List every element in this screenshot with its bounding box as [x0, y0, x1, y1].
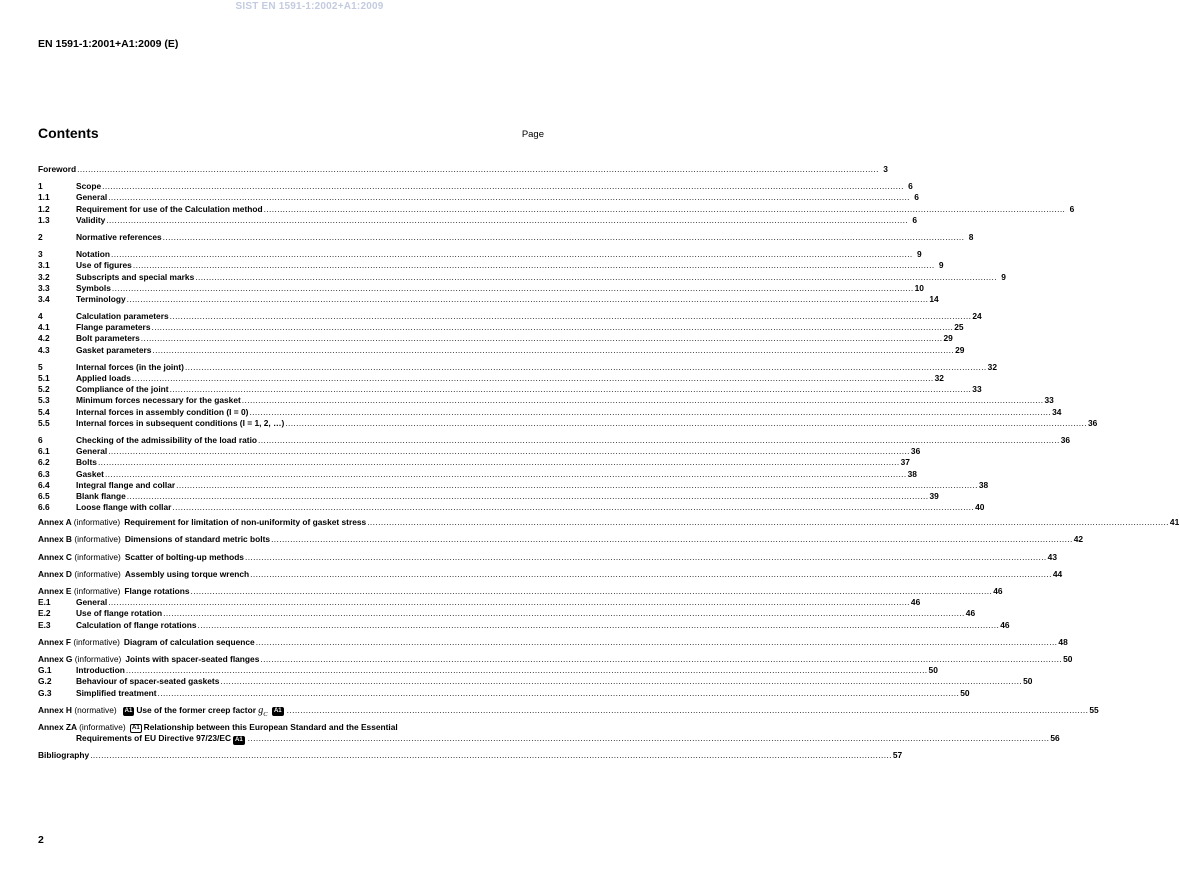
toc-entry[interactable] — [38, 502, 985, 513]
toc-entry-title: Bolts — [76, 457, 97, 468]
toc-entry[interactable] — [38, 490, 939, 502]
toc-entry-g2[interactable]: G.2 Behaviour of spacer-seated gaskets ..... 50 — [38, 676, 545, 687]
toc-entry-g3[interactable]: G.3 Simplified treatment ..... 50 — [38, 688, 545, 699]
toc-entry[interactable] — [38, 417, 1098, 429]
toc-entry-title: Internal forces (in the joint) — [76, 361, 184, 372]
toc-entry[interactable] — [38, 395, 1054, 406]
toc-entry-page: 6 — [914, 192, 919, 203]
toc-entry-page: 9 — [1001, 271, 1006, 282]
toc-entry[interactable] — [38, 282, 924, 294]
toc-entry-number: 6.5 — [38, 490, 50, 501]
page-column-label: Page — [521, 129, 544, 140]
toc-entry-number: 6.1 — [38, 446, 50, 457]
dot-leader — [258, 435, 1060, 446]
toc-entry-title: Bolt parameters — [76, 333, 140, 344]
toc-entry[interactable] — [38, 214, 918, 226]
toc-main-sections — [38, 164, 1098, 513]
toc-entry-title: Calculation parameters — [76, 311, 169, 322]
toc-entry-e2[interactable]: E.2 Use of flange rotation ..... 46 — [38, 608, 545, 619]
dot-leader — [170, 384, 972, 395]
dot-leader — [111, 249, 913, 260]
dot-leader — [102, 181, 904, 192]
dot-leader — [108, 192, 910, 203]
toc-entry-number: 3.4 — [38, 293, 50, 304]
toc-entry-number: 3.3 — [38, 282, 50, 293]
toc-entry[interactable] — [38, 479, 989, 491]
toc-entry-number: 1.1 — [38, 192, 50, 203]
toc-entry-page: 40 — [975, 502, 985, 513]
toc-entry-number: 6.3 — [38, 468, 50, 479]
toc-annex-h[interactable]: Annex H (normative) A1 Use of the former creep factor $g_C$ A1 ..... 55 — [38, 705, 545, 716]
toc-entry-number: 6.4 — [38, 479, 50, 490]
toc-entry[interactable] — [38, 373, 944, 384]
toc-entry-page: 39 — [929, 490, 939, 501]
toc-entry-page: 6 — [908, 181, 913, 192]
toc-entry-page: 38 — [978, 479, 989, 490]
toc-entry[interactable] — [38, 468, 917, 480]
toc-entry-number: 2 — [38, 231, 43, 242]
toc-entry-title: Terminology — [76, 293, 126, 304]
toc-entry[interactable] — [38, 231, 974, 243]
toc-entry-number: 5.3 — [38, 395, 50, 406]
toc-entry[interactable] — [38, 406, 1062, 418]
toc-entry[interactable] — [38, 203, 1075, 215]
toc-annex-za[interactable]: Annex ZA (informative) A1 Relationship between this European Standard and the Essential Requirements of EU Directive 97/23/EC A1 ..... 56 — [38, 722, 545, 744]
toc-entry[interactable] — [38, 333, 953, 344]
toc-entry-page: 36 — [1060, 434, 1071, 445]
amendment-end-marker: A1 — [273, 707, 282, 714]
toc-entry-title: Gasket parameters — [76, 344, 152, 355]
dot-leader — [195, 272, 997, 283]
creep-factor-symbol: $g_C$ — [258, 704, 268, 718]
toc-entry-title: Foreword — [38, 164, 77, 174]
toc-entry-page: 3 — [883, 164, 888, 174]
dot-leader — [105, 469, 907, 480]
toc-entry-page: 8 — [968, 231, 974, 242]
toc-entry-title: Integral flange and collar — [76, 479, 176, 490]
toc-entry-title: Symbols — [76, 282, 111, 293]
dot-leader — [176, 480, 978, 491]
toc-entry-title: Internal forces in subsequent conditions (I = 1, 2, …) — [76, 417, 285, 428]
toc-entry-number: 4.3 — [38, 344, 50, 355]
toc-annex-d[interactable]: Annex D (informative) Assembly using torque wrench ..... 44 — [38, 569, 545, 580]
toc-entry[interactable] — [38, 260, 944, 271]
toc-entry-title: Compliance of the joint — [76, 384, 169, 395]
toc-entry-number: 6.2 — [38, 457, 50, 468]
toc-entry-number: 1.3 — [38, 214, 50, 225]
toc-annex-b[interactable]: Annex B (informative) Dimensions of standard metric bolts ..... 42 — [38, 534, 545, 545]
toc-annex-f[interactable]: Annex F (informative) Diagram of calculation sequence ..... 48 — [38, 637, 545, 648]
toc-entry[interactable] — [38, 446, 921, 457]
toc-entry-title: Flange parameters — [76, 322, 151, 333]
toc-entry-title: General — [76, 192, 108, 203]
toc-entry-title: Subscripts and special marks — [76, 271, 195, 282]
toc-entry-title: Applied loads — [76, 373, 131, 383]
toc-entry-title: Scope — [76, 181, 102, 192]
toc-entry-number: 4.2 — [38, 333, 50, 344]
toc-entry-number: 6.6 — [38, 502, 50, 513]
toc-entry[interactable] — [38, 344, 965, 356]
toc-entry-number: 5.5 — [38, 417, 50, 428]
toc-entry-page: 33 — [1044, 395, 1054, 406]
dot-leader — [132, 373, 934, 384]
toc-annex-e[interactable]: Annex E (informative) Flange rotations ..... 46 — [38, 586, 545, 597]
toc-entry-title: Checking of the admissibility of the load ratio — [76, 434, 258, 445]
dot-leader — [112, 283, 914, 294]
toc-entry-number: 3 — [38, 249, 43, 260]
toc-entry-title: Loose flange with collar — [76, 502, 172, 513]
toc-entry[interactable] — [38, 434, 1071, 446]
toc-entry[interactable] — [38, 457, 910, 468]
toc-entry[interactable] — [38, 361, 997, 373]
dot-leader — [185, 362, 987, 373]
toc-entry-page: 33 — [972, 384, 982, 395]
watermark: SIST EN 1591-1:2002+A1:2009 — [235, 1, 384, 12]
toc-annex-c[interactable]: Annex C (informative) Scatter of bolting-up methods ..... 43 — [38, 552, 545, 563]
toc-entry[interactable] — [38, 384, 982, 395]
toc-entry-page: 25 — [954, 322, 964, 333]
toc-entry-number: 5 — [38, 361, 43, 372]
toc-entry-number: 3.1 — [38, 260, 50, 271]
toc-entry-title: Use of figures — [76, 260, 132, 271]
document-header: EN 1591-1:2001+A1:2009 (E) — [38, 38, 179, 50]
toc-entry-number: 5.4 — [38, 406, 50, 417]
dot-leader — [106, 215, 908, 226]
toc-entry-number: 5.1 — [38, 373, 50, 383]
dot-leader — [77, 164, 879, 175]
toc-annex-g[interactable]: Annex G (informative) Joints with spacer-seated flanges ..... 50 — [38, 654, 545, 665]
toc-entry-title: Gasket — [76, 468, 104, 479]
dot-leader — [170, 311, 972, 322]
toc-entry[interactable] — [38, 249, 922, 260]
dot-leader — [127, 294, 929, 305]
toc-entry-title: Requirement for use of the Calculation method — [76, 203, 263, 214]
dot-leader — [141, 333, 943, 344]
toc-entry-page: 34 — [1052, 406, 1062, 417]
toc-entry-page: 14 — [929, 293, 939, 304]
toc-entry-page: 24 — [972, 311, 982, 322]
toc-entry[interactable] — [38, 181, 913, 192]
toc-entry-title: Normative references — [76, 231, 162, 242]
toc-entry[interactable] — [38, 164, 888, 175]
toc-entry[interactable] — [38, 311, 982, 322]
toc-entry-e1[interactable]: E.1 General ..... 46 — [38, 597, 545, 608]
toc-entry-page: 9 — [917, 249, 922, 260]
dot-leader — [264, 204, 1066, 215]
amendment-start-marker: A1 — [131, 724, 140, 731]
amendment-end-marker: A1 — [235, 737, 243, 744]
dot-leader — [127, 491, 929, 502]
toc-entry-number: 1 — [38, 181, 43, 192]
dot-leader — [285, 418, 1087, 429]
dot-leader — [163, 232, 965, 243]
toc-entry-page: 9 — [938, 260, 944, 271]
toc-entry-page: 36 — [1087, 417, 1098, 428]
toc-entry[interactable] — [38, 192, 919, 203]
toc-entry-title: Notation — [76, 249, 110, 260]
toc-entry-title: Validity — [76, 214, 106, 225]
toc-entry[interactable] — [38, 322, 964, 333]
toc-entry-page: 32 — [934, 373, 944, 383]
amendment-start-marker: A1 — [124, 707, 133, 714]
toc-entry-page: 38 — [907, 468, 917, 479]
dot-leader — [151, 322, 953, 333]
toc-bibliography[interactable]: Bibliography ..... 57 — [38, 750, 545, 761]
toc-entry-g1[interactable]: G.1 Introduction ..... 50 — [38, 665, 545, 676]
toc-entry-page: 6 — [1069, 203, 1075, 214]
toc-annex-a[interactable]: Annex A (informative) Requirement for limitation of non-uniformity of gasket stress ..... 41 — [38, 517, 545, 528]
toc-entry-title: Blank flange — [76, 490, 126, 501]
toc-entry-number: 3.2 — [38, 271, 50, 282]
table-of-contents — [38, 164, 1179, 761]
dot-leader — [249, 407, 1051, 418]
toc-entry-page: 6 — [912, 214, 918, 225]
toc-entry-number: 4 — [38, 311, 43, 322]
dot-leader — [152, 345, 954, 356]
toc-entry-page: 29 — [943, 333, 953, 344]
dot-leader — [98, 457, 900, 468]
toc-entry-number: 1.2 — [38, 203, 50, 214]
toc-entry[interactable] — [38, 293, 939, 305]
toc-entry-number: 5.2 — [38, 384, 50, 395]
toc-entry-page: 37 — [900, 457, 910, 468]
dot-leader — [108, 446, 910, 457]
toc-entry-page: 29 — [955, 344, 965, 355]
page-number: 2 — [38, 834, 44, 846]
toc-entry-e3[interactable]: E.3 Calculation of flange rotations ..... 46 — [38, 620, 545, 631]
toc-entry-title: General — [76, 446, 108, 457]
dot-leader — [133, 260, 935, 271]
toc-entry-page: 10 — [914, 282, 924, 293]
toc-entry-page: 36 — [910, 446, 921, 457]
dot-leader — [242, 395, 1044, 406]
dot-leader — [172, 502, 974, 513]
toc-entry-title: Minimum forces necessary for the gasket — [76, 395, 241, 406]
contents-title: Contents — [38, 125, 99, 141]
toc-entry-title: Internal forces in assembly condition (I = 0) — [76, 406, 249, 417]
toc-entry[interactable] — [38, 271, 1006, 283]
toc-entry-number: 6 — [38, 434, 43, 445]
toc-entry-number: 4.1 — [38, 322, 50, 333]
toc-entry-page: 32 — [987, 361, 997, 372]
